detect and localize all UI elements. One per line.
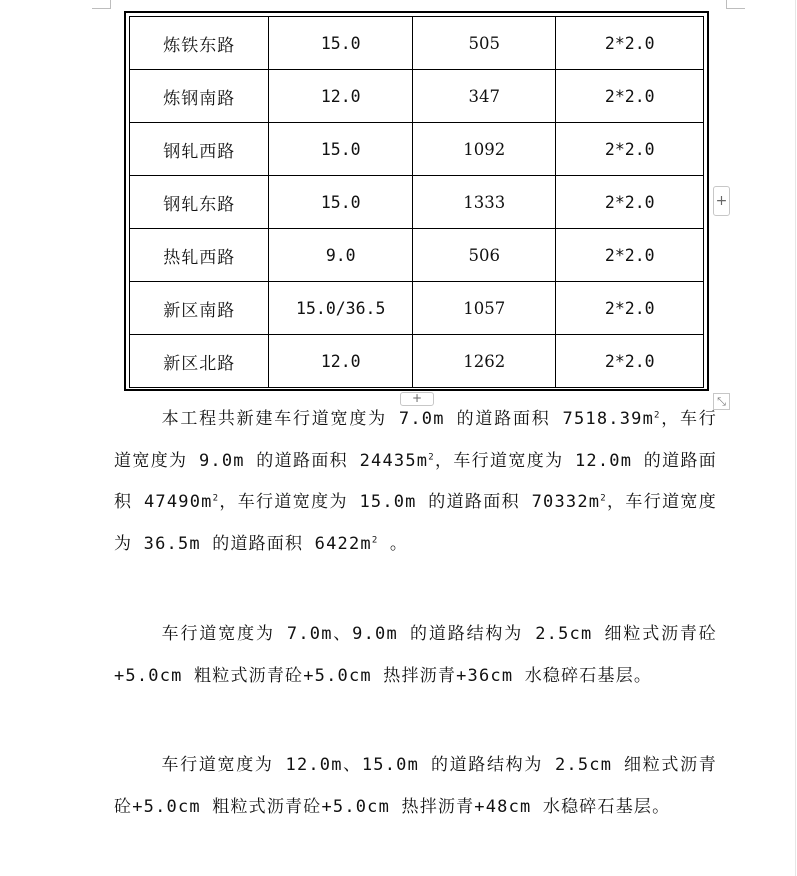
sidewalk-width-cell[interactable]: 2*2.0 — [556, 70, 704, 123]
road-length-cell[interactable]: 506 — [412, 229, 556, 282]
road-name-cell[interactable]: 新区南路 — [130, 282, 269, 335]
table-row — [130, 176, 704, 229]
plus-icon: + — [411, 391, 423, 405]
text-run: 。 — [378, 533, 409, 554]
road-width-cell[interactable]: 12.0 — [269, 70, 413, 123]
road-length-cell[interactable]: 1092 — [412, 123, 556, 176]
add-row-button[interactable] — [713, 186, 730, 216]
superscript: 2 — [371, 534, 379, 545]
sidewalk-width-cell[interactable]: 2*2.0 — [556, 176, 704, 229]
text-run: 车行道宽度为 12.0m、15.0m 的道路结构为 2.5cm 细粒式沥青砼+5.0cm 粗粒式沥青砼+5.0cm 热拌沥青+48cm 水稳碎石基层。 — [114, 755, 717, 817]
paragraph-structure-7-9m — [114, 614, 717, 697]
road-width-cell[interactable]: 15.0/36.5 — [269, 282, 413, 335]
table-row — [130, 17, 704, 70]
road-width-cell[interactable]: 12.0 — [269, 335, 413, 388]
text-run: 车行道宽度为 7.0m、9.0m 的道路结构为 2.5cm 细粒式沥青砼+5.0cm 粗粒式沥青砼+5.0cm 热拌沥青+36cm 水稳碎石基层。 — [114, 624, 717, 686]
road-width-cell[interactable]: 9.0 — [269, 229, 413, 282]
paragraph-road-area — [114, 399, 717, 565]
sidewalk-width-cell[interactable]: 2*2.0 — [556, 335, 704, 388]
sidewalk-width-cell[interactable]: 2*2.0 — [556, 282, 704, 335]
road-length-cell[interactable]: 1333 — [412, 176, 556, 229]
table-row — [130, 70, 704, 123]
text-run: ，车行道宽度为 15.0m 的道路面积 70332m — [219, 492, 601, 512]
road-name-cell[interactable]: 炼钢南路 — [130, 70, 269, 123]
road-length-cell[interactable]: 347 — [412, 70, 556, 123]
table-row — [130, 282, 704, 335]
sidewalk-width-cell[interactable]: 2*2.0 — [556, 123, 704, 176]
text-run: ，车行道宽度为 12.0m 的道路面积 47490m — [114, 450, 717, 512]
page-corner-mark-left — [92, 0, 111, 9]
road-length-cell[interactable]: 505 — [412, 17, 556, 70]
text-run: 本工程共新建车行道宽度为 7.0m 的道路面积 7518.39m — [161, 409, 655, 429]
road-length-cell[interactable]: 1262 — [412, 335, 556, 388]
page-edge — [795, 0, 796, 876]
paragraph-structure-12-15m — [114, 745, 717, 828]
superscript: 2 — [212, 493, 220, 504]
road-length-cell[interactable]: 1057 — [412, 282, 556, 335]
table-row — [130, 123, 704, 176]
text-run: ，车行道宽度为 36.5m 的道路面积 6422m — [114, 492, 717, 554]
road-name-cell[interactable]: 热轧西路 — [130, 229, 269, 282]
plus-icon: + — [715, 193, 728, 209]
road-table-frame — [124, 11, 709, 391]
road-width-cell[interactable]: 15.0 — [269, 123, 413, 176]
sidewalk-width-cell[interactable]: 2*2.0 — [556, 17, 704, 70]
table-row — [130, 335, 704, 388]
superscript: 2 — [600, 493, 607, 504]
road-name-cell[interactable]: 炼铁东路 — [130, 17, 269, 70]
superscript: 2 — [428, 451, 435, 462]
sidewalk-width-cell[interactable]: 2*2.0 — [556, 229, 704, 282]
text-run: ，车行道宽度为 9.0m 的道路面积 24435m — [114, 409, 717, 471]
road-width-cell[interactable]: 15.0 — [269, 17, 413, 70]
road-name-cell[interactable]: 钢轧东路 — [130, 176, 269, 229]
resize-icon: ⤡ — [717, 395, 726, 408]
road-table[interactable] — [129, 16, 704, 388]
table-row — [130, 229, 704, 282]
road-name-cell[interactable]: 新区北路 — [130, 335, 269, 388]
superscript: 2 — [654, 410, 661, 421]
road-name-cell[interactable]: 钢轧西路 — [130, 123, 269, 176]
page-corner-mark-right — [726, 0, 745, 9]
road-width-cell[interactable]: 15.0 — [269, 176, 413, 229]
